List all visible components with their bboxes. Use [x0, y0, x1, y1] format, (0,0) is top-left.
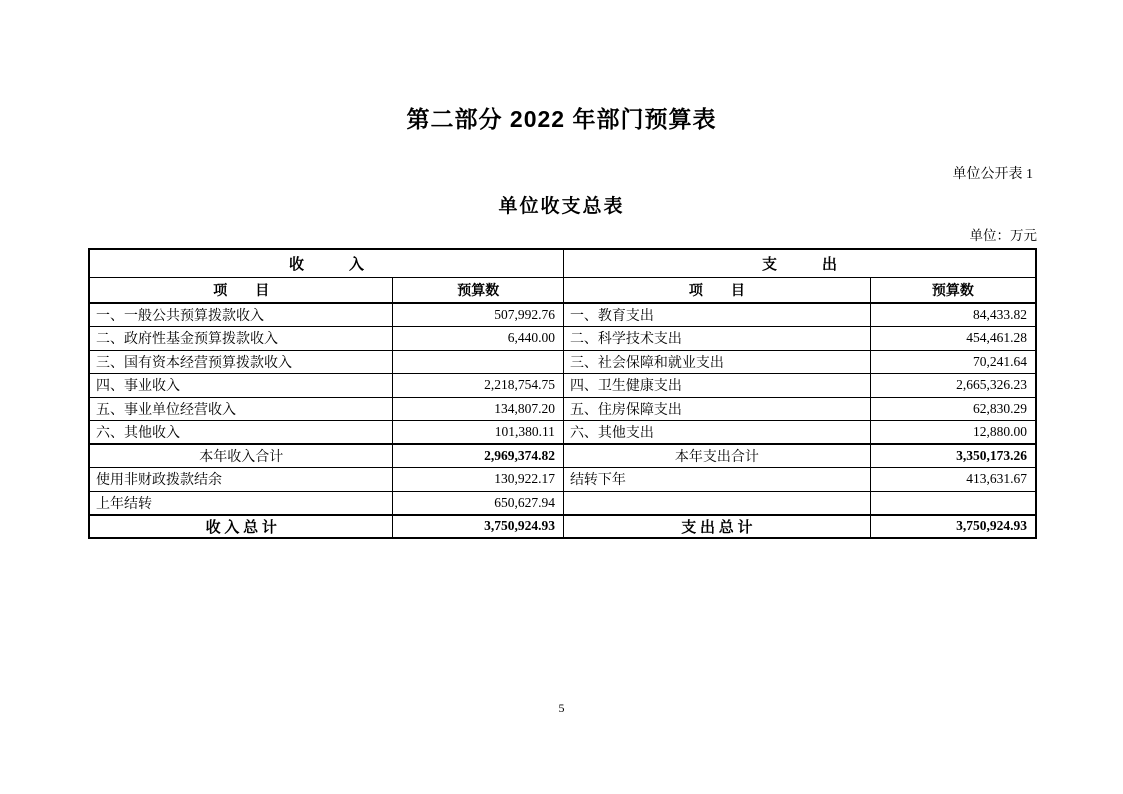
- expense-section-header: 支 出: [563, 249, 1036, 277]
- expense-total-value: 3,750,924.93: [870, 515, 1036, 539]
- income-item: 六、其他收入: [89, 421, 393, 445]
- expense-value: 12,880.00: [870, 421, 1036, 445]
- expense-value: 2,665,326.23: [870, 374, 1036, 398]
- income-item: 上年结转: [89, 491, 393, 515]
- table-row: [89, 491, 1036, 515]
- income-value: 2,218,754.75: [393, 374, 563, 398]
- income-item: 二、政府性基金预算拨款收入: [89, 327, 393, 351]
- income-item: 四、事业收入: [89, 374, 393, 398]
- public-table-label: 单位公开表 1: [952, 167, 1033, 182]
- table-row: [89, 421, 1036, 445]
- expense-item-column-header: 项 目: [563, 277, 870, 303]
- table-row: [89, 350, 1036, 374]
- expense-item: 五、住房保障支出: [563, 397, 870, 421]
- table-row: [89, 374, 1036, 398]
- subtotal-row: [89, 444, 1036, 468]
- income-value: 6,440.00: [393, 327, 563, 351]
- unit-note: 单位：万元: [969, 228, 1037, 243]
- expense-value: 84,433.82: [870, 303, 1036, 327]
- page-number: 5: [558, 701, 565, 715]
- expense-budget-column-header: 预算数: [870, 277, 1036, 303]
- income-total-value: 3,750,924.93: [393, 515, 563, 539]
- expense-item: 结转下年: [563, 468, 870, 492]
- expense-value: 62,830.29: [870, 397, 1036, 421]
- income-subtotal-value: 2,969,374.82: [393, 444, 563, 468]
- table-row: [89, 397, 1036, 421]
- table-row: [89, 468, 1036, 492]
- column-header-row: [89, 277, 1036, 303]
- expense-value: [870, 491, 1036, 515]
- table-row: [89, 303, 1036, 327]
- table-row: [89, 327, 1036, 351]
- expense-value: 70,241.64: [870, 350, 1036, 374]
- expense-subtotal-value: 3,350,173.26: [870, 444, 1036, 468]
- expense-value: 413,631.67: [870, 468, 1036, 492]
- income-value: [393, 350, 563, 374]
- income-value: 101,380.11: [393, 421, 563, 445]
- income-value: 650,627.94: [393, 491, 563, 515]
- expense-item: 三、社会保障和就业支出: [563, 350, 870, 374]
- income-item: 使用非财政拨款结余: [89, 468, 393, 492]
- total-row: [89, 515, 1036, 539]
- income-item: 一、一般公共预算拨款收入: [89, 303, 393, 327]
- document-title: 第二部分 2022 年部门预算表: [406, 106, 717, 132]
- income-section-header: 收 入: [89, 249, 563, 277]
- income-subtotal-label: 本年收入合计: [89, 444, 393, 468]
- income-item: 五、事业单位经营收入: [89, 397, 393, 421]
- expense-subtotal-label: 本年支出合计: [563, 444, 870, 468]
- income-item: 三、国有资本经营预算拨款收入: [89, 350, 393, 374]
- income-budget-column-header: 预算数: [393, 277, 563, 303]
- budget-summary-table: [88, 248, 1037, 539]
- income-value: 130,922.17: [393, 468, 563, 492]
- expense-item: 六、其他支出: [563, 421, 870, 445]
- expense-value: 454,461.28: [870, 327, 1036, 351]
- expense-item: 四、卫生健康支出: [563, 374, 870, 398]
- section-header-row: [89, 249, 1036, 277]
- income-item-column-header: 项 目: [89, 277, 393, 303]
- income-value: 134,807.20: [393, 397, 563, 421]
- expense-item: [563, 491, 870, 515]
- expense-item: 一、教育支出: [563, 303, 870, 327]
- income-value: 507,992.76: [393, 303, 563, 327]
- income-total-label: 收 入 总 计: [89, 515, 393, 539]
- expense-item: 二、科学技术支出: [563, 327, 870, 351]
- table-title: 单位收支总表: [498, 196, 625, 217]
- expense-total-label: 支 出 总 计: [563, 515, 870, 539]
